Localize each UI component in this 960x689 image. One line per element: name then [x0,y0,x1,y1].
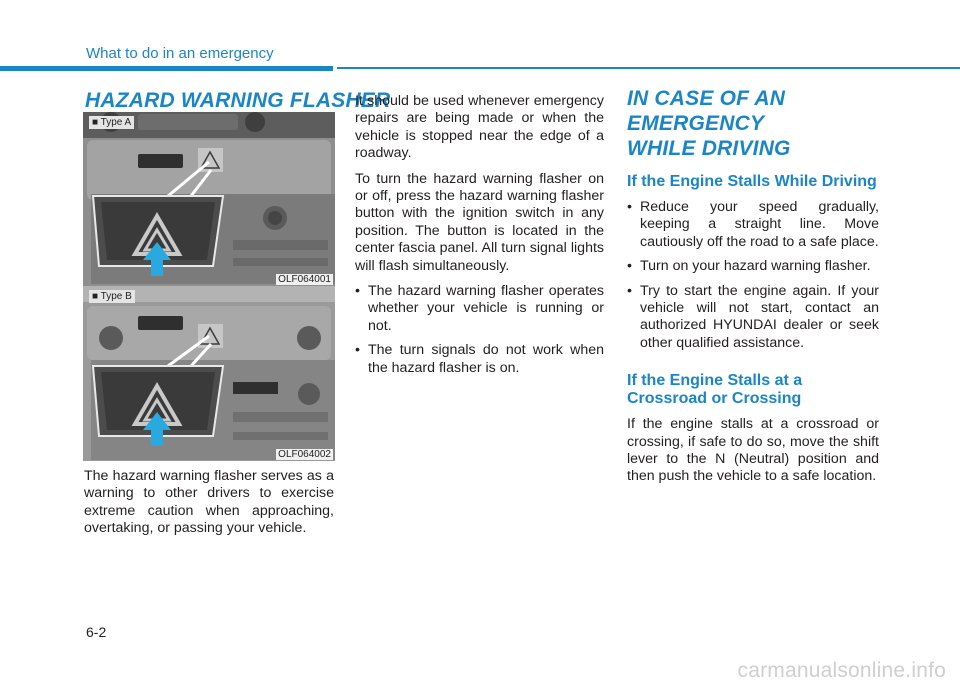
right-bullet-list [627,199,879,352]
bullet-dot: • [355,342,360,359]
emergency-heading-line2: WHILE DRIVING [627,137,791,160]
middle-bullet-text: The hazard warning flasher operates whether your vehicle is running or not. [368,283,604,334]
middle-column [355,93,604,384]
middle-paragraph-1: It should be used whenever emergency repairs are being made or when the vehicle is stopped near the edge of a roadway. [355,93,604,162]
middle-bullet-item [355,342,604,377]
hazard-intro-paragraph: The hazard warning flasher serves as a warning to other drivers to exercise extreme caution when approaching, overtaking, or passing your vehicle. [84,468,334,537]
right-bullet-item [627,258,879,275]
bullet-dot: • [627,258,632,275]
subheading-stalls-at-crossroad: If the Engine Stalls at a Crossroad or Crossing [627,372,803,408]
hazard-heading: HAZARD WARNING FLASHER [85,89,391,112]
right-bullet-item [627,283,879,353]
header-rule-thin [337,67,960,69]
right-bullet-text: Try to start the engine again. If your vehicle will not start, contact an authorized HYUNDAI dealer or seek other qualified assistance. [640,282,879,351]
emergency-heading-line1: IN CASE OF AN EMERGENCY [627,87,786,135]
middle-paragraph-2: To turn the hazard warning flasher on or off, press the hazard warning flasher button with the ignition switch in any position. The button is located in the center fascia panel. All turn signal lights will flash simultaneously. [355,170,604,274]
dashboard-photo-a [83,112,335,286]
header-rule-thick [0,66,333,71]
type-a-label: ■ Type A [89,116,134,129]
right-bullet-item [627,199,879,251]
bullet-dot: • [355,283,360,300]
middle-bullet-text: The turn signals do not work when the hazard flasher is on. [368,342,604,376]
bullet-dot: • [627,199,632,215]
figure-type-b [83,286,335,461]
watermark: carmanualsonline.info [737,659,946,682]
right-column [627,86,879,494]
bullet-dot: • [627,282,632,299]
figure-b-code: OLF064002 [278,449,331,460]
middle-bullet-item [355,283,604,335]
page-number: 6-2 [86,624,107,640]
dashboard-photo-b [83,286,335,461]
middle-bullet-list [355,283,604,377]
subheading-stalls-while-driving: If the Engine Stalls While Driving [627,173,877,190]
figure-type-a [83,112,335,286]
section-header: What to do in an emergency [86,45,274,62]
figure-a-code: OLF064001 [278,274,331,285]
type-b-label: ■ Type B [89,290,135,303]
right-bullet-text: Turn on your hazard warning flasher. [640,258,871,275]
right-bullet-text: Reduce your speed gradually, keeping a straight line. Move cautiously off the road to a safe place. [640,199,879,250]
crossroad-paragraph: If the engine stalls at a crossroad or crossing, if safe to do so, move the shift lever to the N (Neutral) position and then push the vehicle to a safe location. [627,416,879,485]
